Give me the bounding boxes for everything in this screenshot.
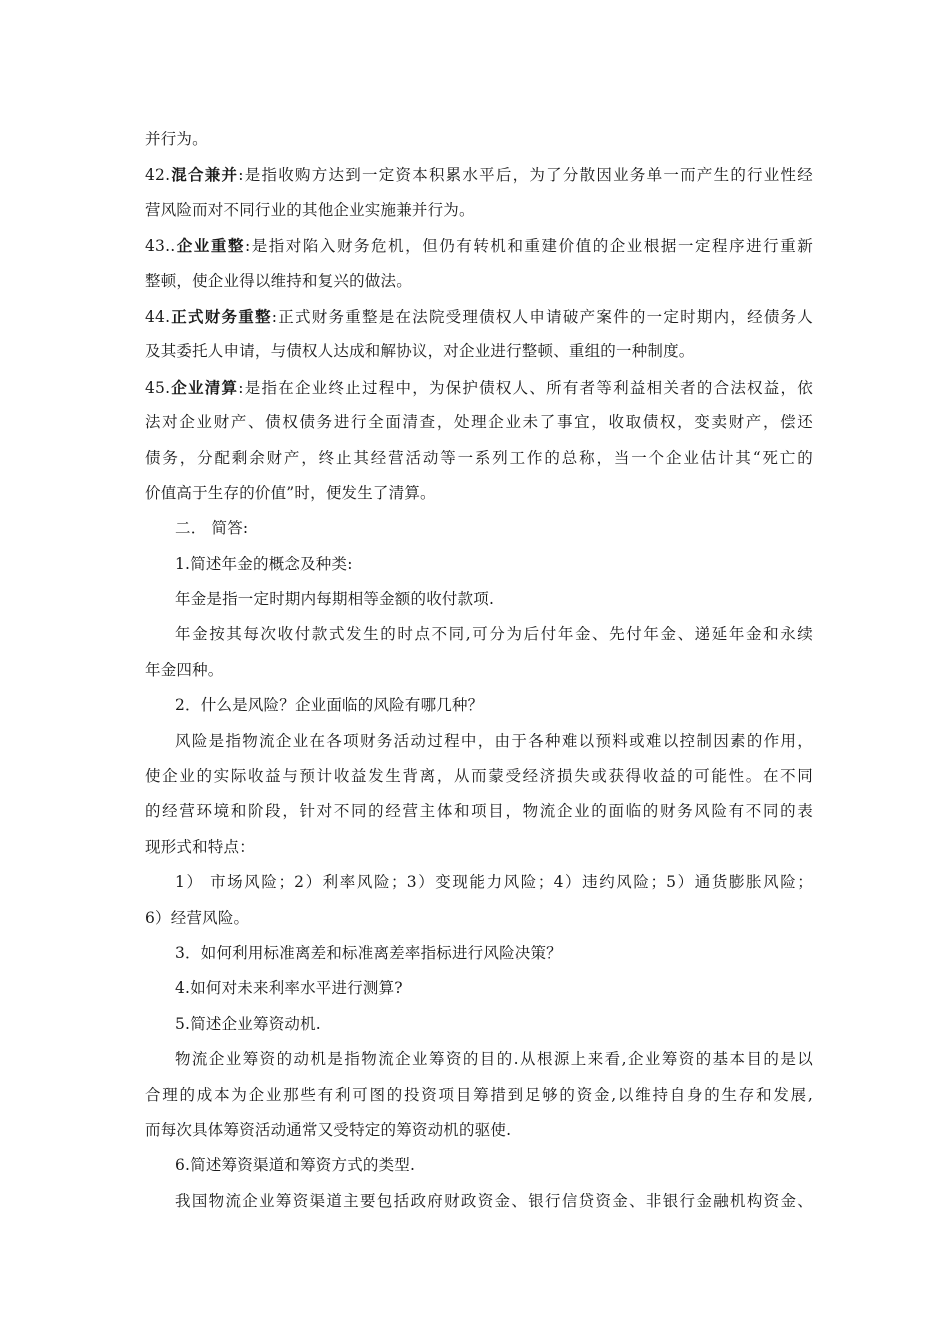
- answer-2-line-2: 使企业的实际收益与预计收益发生背离，从而蒙受经济损失或获得收益的可能性。在不同: [145, 767, 813, 786]
- question-1: 1.简述年金的概念及种类:: [175, 554, 353, 573]
- answer-5-line-1: 物流企业筹资的动机是指物流企业筹资的目的.从根源上来看,企业筹资的基本目的是以: [175, 1050, 813, 1069]
- question-6: 6.简述筹资渠道和筹资方式的类型.: [175, 1156, 416, 1175]
- definition-number: 43..: [145, 237, 176, 256]
- definition-text: :正式财务重整是在法院受理债权人申请破产案件的一定时期内，经债务人: [271, 307, 813, 326]
- question-4: 4.如何对未来利率水平进行测算?: [175, 979, 403, 998]
- answer-1-paragraph-2-line-2: 年金四种。: [145, 660, 224, 679]
- definition-44-line-2: 及其委托人申请，与债权人达成和解协议，对企业进行整顿、重组的一种制度。: [145, 342, 695, 361]
- answer-1-paragraph-2-line-1: 年金按其每次收付款式发生的时点不同,可分为后付年金、先付年金、递延年金和永续: [175, 625, 813, 644]
- definition-text: :是指收购方达到一定资本积累水平后，为了分散因业务单一而产生的行业性经: [238, 166, 813, 185]
- definition-45-line-4: 价值高于生存的价值”时，便发生了清算。: [145, 483, 436, 502]
- risk-list-line-1: 1） 市场风险；2）利率风险；3）变现能力风险；4）违约风险；5）通货膨胀风险；: [175, 873, 813, 892]
- question-2: 2．什么是风险？企业面临的风险有哪几种？: [175, 696, 484, 715]
- answer-5-line-3: 而每次具体筹资活动通常又受特定的筹资动机的驱使.: [145, 1120, 512, 1139]
- definition-42-line-2: 营风险而对不同行业的其他企业实施兼并行为。: [145, 200, 475, 219]
- definition-45-line-3: 债务，分配剩余财产，终止其经营活动等一系列工作的总称，当一个企业估计其“死亡的: [145, 448, 813, 467]
- answer-2-line-4: 现形式和特点：: [145, 837, 255, 856]
- answer-6-line-1: 我国物流企业筹资渠道主要包括政府财政资金、银行信贷资金、非银行金融机构资金、: [175, 1191, 813, 1210]
- document-page: [145, 122, 813, 1219]
- definition-43-line-1: [145, 228, 813, 263]
- definition-42-line-1: [145, 157, 813, 192]
- section-heading: 二． 简答:: [175, 519, 249, 538]
- definition-term: 企业清算: [170, 377, 239, 397]
- definition-number: 44.: [145, 307, 171, 326]
- answer-1-paragraph-1: 年金是指一定时期内每期相等金额的收付款项.: [175, 590, 495, 609]
- answer-2-line-3: 的经营环境和阶段，针对不同的经营主体和项目，物流企业的面临的财务风险有不同的表: [145, 802, 813, 821]
- definition-number: 45.: [145, 378, 171, 397]
- question-5: 5.简述企业筹资动机.: [175, 1014, 321, 1033]
- risk-list-line-2: 6）经营风险。: [145, 908, 250, 927]
- definition-text: :是指在企业终止过程中，为保护债权人、所有者等利益相关者的合法权益，依: [238, 378, 813, 397]
- definition-number: 42.: [145, 166, 171, 185]
- answer-2-line-1: 风险是指物流企业在各项财务活动过程中，由于各种难以预料或难以控制因素的作用，: [175, 731, 813, 750]
- definition-45-line-1: [145, 370, 813, 405]
- definition-term: 混合兼并: [170, 165, 239, 185]
- definition-43-line-2: 整顿，使企业得以维持和复兴的做法。: [145, 271, 412, 290]
- answer-5-line-2: 合理的成本为企业那些有利可图的投资项目筹措到足够的资金,以维持自身的生存和发展,: [145, 1085, 813, 1104]
- definition-text: :是指对陷入财务危机，但仍有转机和重建价值的企业根据一定程序进行重新: [244, 237, 813, 256]
- definition-term: 正式财务重整: [170, 306, 272, 326]
- definition-44-line-1: [145, 299, 813, 334]
- definition-45-line-2: 法对企业财产、债权债务进行全面清查，处理企业未了事宜，收取债权，变卖财产，偿还: [145, 413, 813, 432]
- paragraph-line: 并行为。: [145, 130, 208, 148]
- definition-term: 企业重整: [175, 236, 245, 256]
- question-3: 3．如何利用标准离差和标准离差率指标进行风险决策？: [175, 943, 562, 962]
